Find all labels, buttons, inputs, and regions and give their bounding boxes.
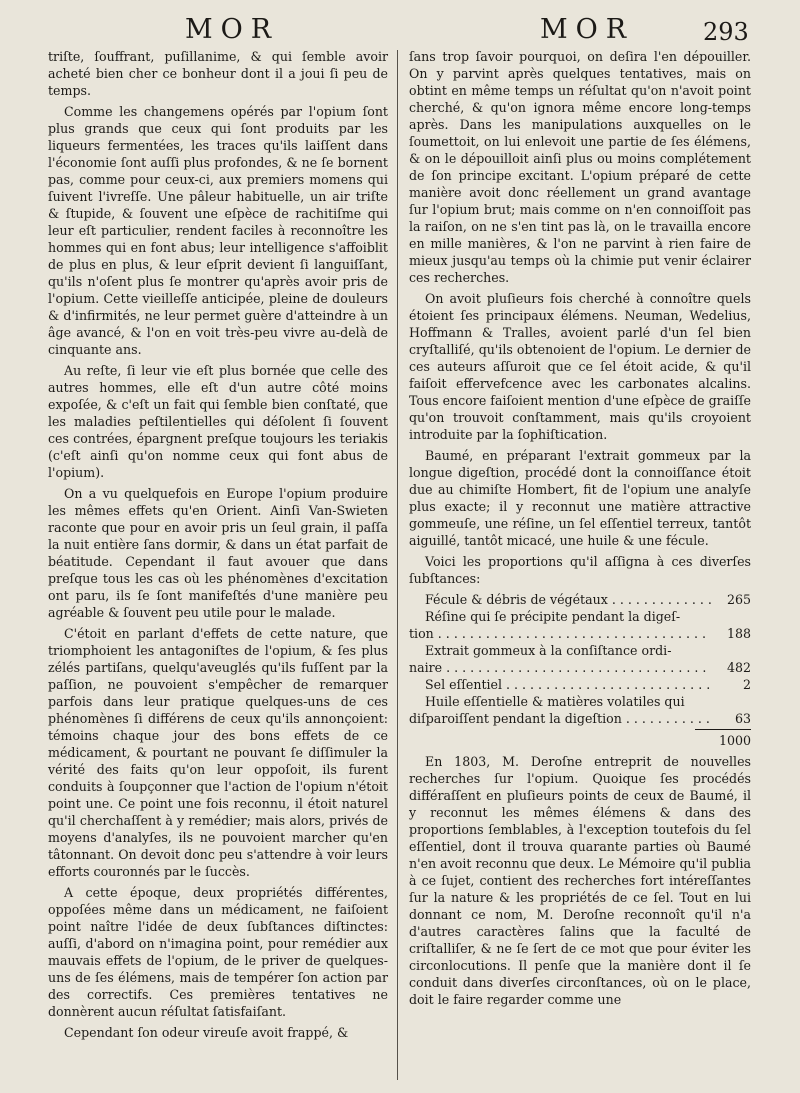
table-row-value: 482 bbox=[726, 660, 751, 675]
paragraph: On a vu quelquefois en Europe l'opium produire les mêmes effets qu'en Orient. Ainſi Van-Swieten raconte que pour en avoir pris un ſeul grain, il paſſa la nuit entière ſans dormir, & dans un état parfait de béatitude. Cependant il faut avouer que dans preſque tous les cas où les phénomènes d'excitation ont paru, ils ſe ſont manifeſtés d'une manière peu agréable & ſouvent peu utile pour le malade. bbox=[48, 486, 388, 620]
left-column bbox=[48, 48, 388, 1045]
table-row bbox=[409, 676, 751, 693]
table-row bbox=[409, 591, 751, 608]
proportions-table bbox=[409, 591, 751, 749]
running-head-right: MOR bbox=[540, 14, 635, 45]
table-row bbox=[409, 710, 751, 727]
running-head-left: MOR bbox=[185, 14, 280, 45]
running-head bbox=[0, 10, 800, 44]
column-rule bbox=[397, 50, 398, 1080]
paragraph: Baumé, en préparant l'extrait gommeux par la longue digeſtion, procédé dont la connoiſſance étoit due au chimiſte Hombert, fit de l'opium une analyſe plus exacte; il y reconnut une matière attractive gommeuſe, une réſine, un ſel eſſentiel terreux, tantôt aiguillé, tantôt micacé, une huile & une fécule. bbox=[409, 448, 751, 548]
table-row-label-first-line: Huile eſſentielle & matières volatiles qui bbox=[425, 694, 685, 709]
right-column bbox=[409, 48, 751, 1012]
table-row-label: Fécule & débris de végétaux . . . bbox=[409, 591, 711, 608]
table-row-value: 2 bbox=[742, 677, 751, 692]
table-row-label: Sel eſſentiel . . . bbox=[409, 676, 711, 693]
table-row-value: 265 bbox=[726, 592, 751, 607]
table-row-value: 63 bbox=[734, 711, 751, 726]
table-row bbox=[409, 659, 751, 676]
paragraph: C'étoit en parlant d'effets de cette nature, que triomphoient les antagoniſtes de l'opium, & ſes plus zélés partiſans, quelqu'aveuglés qu'ils fuſſent par la paſſion, ne pouvoient s'empêcher de remarquer parfois dans leur pratique quelques-uns de ces phénomènes ſi différens de ceux qu'ils annonçoient: témoins chaque jour des bons effets de ce médicament, & pourtant ne pouvant ſe diſſimuler la vérité des faits qu'on leur oppoſoit, ils furent conduits à ſoupçonner que l'action de l'opium n'étoit point une. Ce point une fois reconnu, il étoit naturel qu'il cherchaſſent à y remédier; mais alors, privés de moyens d'analyſes, ils ne pouvoient marcher qu'en tâtonnant. On devoit donc peu s'attendre à voir leurs efforts couronnés par le ſuccès. bbox=[48, 626, 388, 879]
table-row-value: 188 bbox=[726, 626, 751, 641]
table-row-label: tion . . . bbox=[409, 625, 711, 642]
paragraph: A cette époque, deux propriétés différentes, oppoſées même dans un médicament, ne faiſoient point naître l'idée de deux ſubſtances diſtinctes: auſſi, d'abord on n'imagina point, pour remédier aux mauvais effets de l'opium, de le priver de quelques-uns de ſes élémens, mais de tempérer ſon action par des correctifs. Ces premières tentatives ne donnèrent aucun réſultat ſatisfaiſant. bbox=[48, 885, 388, 1019]
paragraph: triſte, ſouffrant, puſillanime, & qui ſemble avoir acheté bien cher ce bonheur dont il a joui ſi peu de temps. bbox=[48, 49, 388, 98]
paragraph: On avoit pluſieurs fois cherché à connoître quels étoient ſes principaux élémens. Neuman, Wedelius, Hoffmann & Tralles, avoient parlé d'un ſel bien cryſtalliſé, qu'ils obtenoient de l'opium. Le dernier de ces auteurs aſſuroit que ce ſel étoit acide, & qu'il faiſoit effervefcence avec les carbonates alcalins. Tous encore faiſoient mention d'une eſpèce de graiſſe qu'on trouvoit conſtamment, mais qu'ils croyoient introduite par la ſophiſtication. bbox=[409, 291, 751, 442]
table-total bbox=[409, 729, 751, 749]
paragraph: Au reſte, ſi leur vie eſt plus bornée que celle des autres hommes, elle eſt d'un autre côté moins expoſée, & c'eſt un fait qui ſemble bien conſtaté, que les maladies peſtilentielles qui déſolent ſi ſouvent ces contrées, épargnent preſque toujours les teriakis (c'eſt ainſi qu'on nomme ceux qui font abus de l'opium). bbox=[48, 363, 388, 480]
table-row-label-first-line: Extrait gommeux à la conſiſtance ordi- bbox=[425, 643, 672, 658]
table-row-label-first-line: Réſine qui ſe précipite pendant la digeſ- bbox=[425, 609, 681, 624]
paragraph: En 1803, M. Deroſne entreprit de nouvelles recherches ſur l'opium. Quoique ſes procédés différaſſent en pluſieurs points de ceux de Baumé, il y reconnut les mêmes élémens & dans des proportions ſemblables, à l'exception toutefois du ſel eſſentiel, dont il trouva quarante parties où Baumé n'en avoit reconnu que deux. Le Mémoire qu'il publia à ce ſujet, contient des recherches fort intéreſſantes ſur la nature & les propriétés de ce ſel. Tout en lui donnant ce nom, M. Deroſne reconnoît qu'il n'a d'autres caractères ſalins que la faculté de criſtalliſer, & ne ſe ſert de ce mot que pour éviter les circonlocutions. Il penſe que la manière dont il ſe conduit dans diverſes circonſtances, où on le place, doit le faire regarder comme une bbox=[409, 754, 751, 1007]
paragraph: Cependant ſon odeur vireuſe avoit frappé, & bbox=[64, 1025, 349, 1040]
table-row bbox=[409, 625, 751, 642]
table-row-label: diſparoiſſent pendant la digeſtion . . . bbox=[409, 710, 711, 727]
paragraph: Comme les changemens opérés par l'opium ſont plus grands que ceux qui ſont produits par les liqueurs fermentées, les traces qu'ils laiſſent dans l'économie ſont auſſi plus profondes, & ne ſe bornent pas, comme pour ceux-ci, aux premiers momens qui ſuivent l'ivreſſe. Une pâleur habituelle, un air triſte & ſtupide, & ſouvent une eſpèce de rachitiſme qui leur eſt particulier, rendent faciles à reconnoître les hommes qui en font abus; leur intelligence s'affoiblit de plus en plus, & leur eſprit devient ſi languiſſant, qu'ils n'oſent plus ſe montrer qu'après avoir pris de l'opium. Cette vieilleſſe anticipée, pleine de douleurs & d'infirmités, ne leur permet guère d'atteindre à un âge avancé, & l'on en voit très-peu vivre au-delà de cinquante ans. bbox=[48, 104, 388, 357]
table-total-value: 1000 bbox=[695, 729, 751, 749]
paragraph: ſans trop ſavoir pourquoi, on deſira l'en dépouiller. On y parvint après quelques tentatives, mais on obtint en même temps un réſultat qu'on n'avoit point cherché, & qu'on ignora même encore long-temps après. Dans les manipulations auxquelles on le ſoumettoit, on lui enlevoit une partie de ſes élémens, & on le dépouilloit ainſi plus ou moins complétement de ſon principe excitant. L'opium préparé de cette manière avoit donc réellement un grand avantage ſur l'opium brut; mais comme on n'en connoiſſoit pas la raiſon, on ne s'en tint pas là, on le travailla encore en mille manières, & l'on ne parvint à rien faire de mieux jusqu'au temps où la chimie put venir éclairer ces recherches. bbox=[409, 49, 751, 285]
paragraph: Voici les proportions qu'il aſſigna à ces diverſes ſubſtances: bbox=[409, 554, 751, 586]
page-number: 293 bbox=[703, 18, 749, 46]
table-row-label: naire . . . bbox=[409, 659, 711, 676]
